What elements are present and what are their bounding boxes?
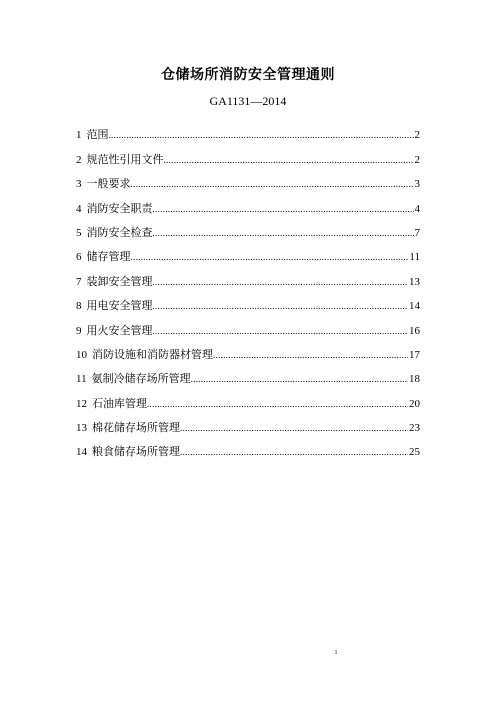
toc-entry-number: 13 — [76, 422, 87, 435]
toc-entry-page: 7 — [414, 226, 420, 239]
toc-entry-page: 2 — [414, 153, 420, 166]
table-of-contents — [76, 118, 420, 459]
toc-entry-title: 棉花储存场所管理 — [92, 421, 180, 435]
toc-entry-page: 25 — [409, 446, 420, 459]
toc-entry-number: 2 — [76, 153, 82, 166]
toc-entry-title: 储存管理 — [86, 250, 131, 264]
toc-dot-leader — [164, 154, 414, 167]
toc-dot-leader — [213, 349, 408, 362]
toc-entry-page: 20 — [409, 397, 420, 410]
toc-dot-leader — [153, 203, 414, 216]
toc-dot-leader — [109, 129, 414, 142]
toc-dot-leader — [153, 276, 409, 289]
toc-entry-title: 范围 — [86, 128, 109, 142]
toc-entry-title: 一般要求 — [86, 177, 131, 191]
toc-entry-page: 3 — [414, 178, 420, 191]
toc-entry-title: 石油库管理 — [92, 396, 147, 410]
toc-entry-1[interactable] — [76, 118, 420, 142]
toc-entry-title: 消防安全检查 — [86, 225, 153, 239]
toc-dot-leader — [180, 446, 408, 459]
toc-entry-page: 14 — [409, 300, 420, 313]
toc-entry-title: 用电安全管理 — [86, 299, 153, 313]
toc-entry-12[interactable] — [76, 386, 420, 410]
toc-entry-page: 18 — [409, 373, 420, 386]
toc-entry-number: 6 — [76, 251, 82, 264]
toc-entry-number: 9 — [76, 324, 82, 337]
toc-entry-14[interactable] — [76, 435, 420, 459]
toc-entry-11[interactable] — [76, 362, 420, 386]
toc-entry-title: 用火安全管理 — [86, 323, 153, 337]
toc-entry-title: 消防安全职责 — [86, 201, 153, 215]
toc-dot-leader — [180, 422, 408, 435]
toc-entry-title: 消防设施和消防器材管理 — [92, 347, 213, 361]
toc-entry-number: 4 — [76, 202, 82, 215]
page-number: 1 — [334, 650, 338, 656]
toc-entry-5[interactable] — [76, 216, 420, 240]
toc-entry-4[interactable] — [76, 191, 420, 215]
toc-entry-number: 11 — [76, 373, 87, 386]
toc-entry-page: 11 — [409, 251, 420, 264]
toc-entry-title: 氨制冷储存场所管理 — [91, 372, 191, 386]
toc-entry-8[interactable] — [76, 289, 420, 313]
toc-entry-page: 13 — [409, 275, 420, 288]
toc-entry-page: 16 — [409, 324, 420, 337]
toc-entry-title: 粮食储存场所管理 — [92, 445, 180, 459]
standard-code: GA1131—2014 — [209, 94, 287, 108]
toc-entry-page: 2 — [414, 129, 420, 142]
toc-entry-3[interactable] — [76, 167, 420, 191]
toc-entry-6[interactable] — [76, 240, 420, 264]
toc-dot-leader — [131, 251, 409, 264]
toc-dot-leader — [131, 178, 414, 191]
toc-entry-10[interactable] — [76, 338, 420, 362]
toc-entry-9[interactable] — [76, 313, 420, 337]
toc-entry-page: 17 — [409, 348, 420, 361]
toc-entry-page: 23 — [409, 422, 420, 435]
toc-entry-number: 10 — [76, 348, 87, 361]
toc-dot-leader — [153, 227, 414, 240]
toc-entry-7[interactable] — [76, 264, 420, 288]
toc-entry-number: 14 — [76, 446, 87, 459]
toc-entry-number: 7 — [76, 275, 82, 288]
toc-dot-leader — [153, 325, 409, 338]
toc-entry-number: 12 — [76, 397, 87, 410]
toc-dot-leader — [147, 398, 408, 411]
toc-entry-title: 规范性引用文件 — [86, 152, 164, 166]
toc-dot-leader — [153, 300, 409, 313]
toc-entry-title: 装卸安全管理 — [86, 274, 153, 288]
toc-entry-2[interactable] — [76, 142, 420, 166]
toc-entry-number: 1 — [76, 129, 82, 142]
toc-entry-number: 8 — [76, 300, 82, 313]
toc-entry-number: 5 — [76, 226, 82, 239]
toc-entry-number: 3 — [76, 178, 82, 191]
document-title: 仓储场所消防安全管理通则 — [161, 67, 335, 83]
toc-dot-leader — [191, 373, 408, 386]
toc-entry-page: 4 — [414, 202, 420, 215]
toc-entry-13[interactable] — [76, 411, 420, 435]
